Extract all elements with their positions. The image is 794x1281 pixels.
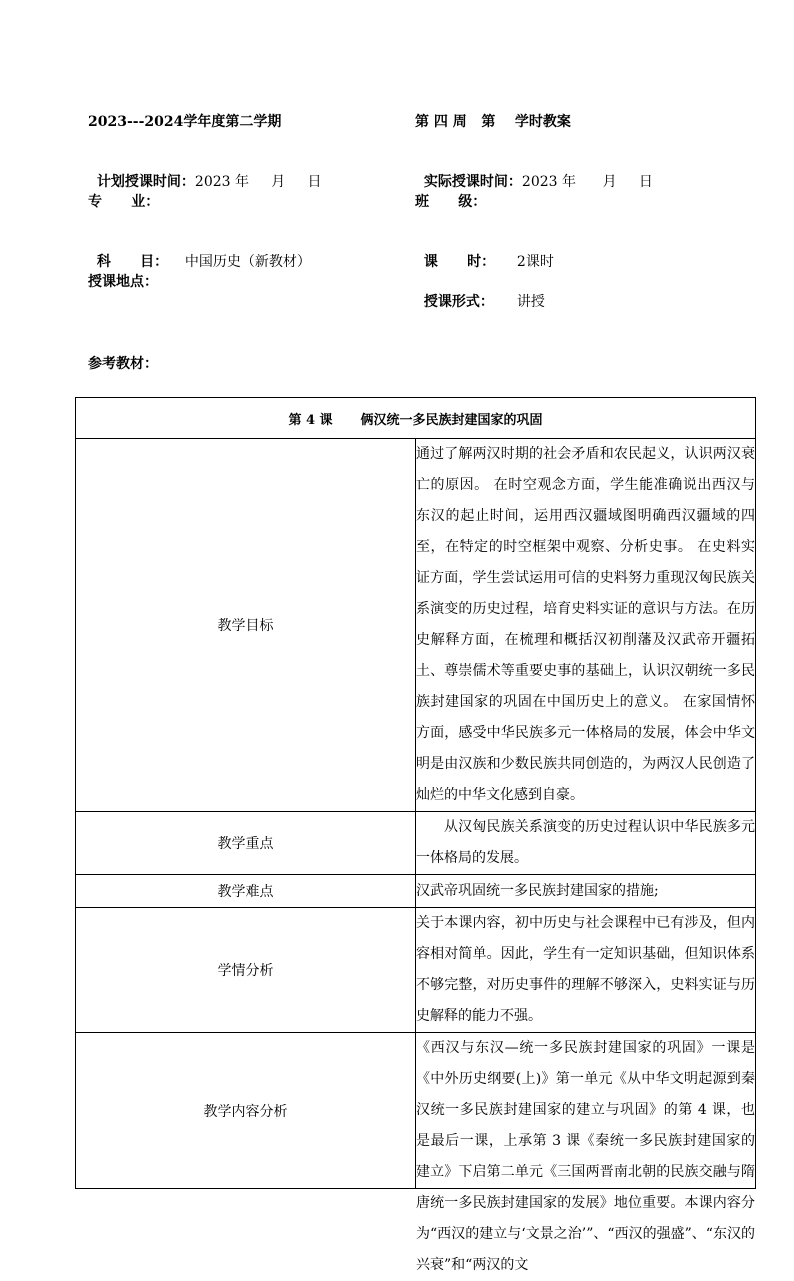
actual-time-row bbox=[415, 152, 653, 192]
reference-label: 参考教材： bbox=[88, 356, 158, 372]
table-row bbox=[76, 812, 756, 875]
plan-time-label: 计划授课时间： bbox=[96, 174, 195, 190]
subject-value: 中国历史（新教材） bbox=[184, 254, 311, 270]
subject-label: 科 目： bbox=[96, 254, 169, 270]
row-content: 《西汉与东汉—统一多民族封建国家的巩固》一课是《中外历史纲要(上)》第一单元《从中华文明起源到秦汉统一多民族封建国家的建立与巩固》的第 4 课，也是最后一课，上承第 3 课《秦统一多民族封建国家的建立》下启第二单元《三国两晋南北朝的民族交融与隋唐统一多民族封建国家的发展》地位重要。本课内容分为“西汉的建立与‘文景之治’”、“西汉的强盛”、“东汉的兴衰”和“两汉的文 bbox=[416, 1040, 755, 1273]
table-row bbox=[76, 908, 756, 1033]
table-header-row bbox=[76, 398, 756, 439]
plan-time-value: 2023 年 月 日 bbox=[194, 174, 322, 190]
row-content: 关于本课内容，初中历史与社会课程中已有涉及，但内容相对简单。因此，学生有一定知识基础，但知识体系不够完整，对历史事件的理解不够深入，史料实证与历史解释的能力不强。 bbox=[416, 908, 756, 1033]
table-row bbox=[76, 439, 756, 812]
hours-row bbox=[415, 232, 554, 272]
lesson-title: 俩汉统一多民族封建国家的巩固 bbox=[360, 412, 543, 428]
row-label: 教学难点 bbox=[76, 875, 416, 908]
form-label: 授课形式： bbox=[423, 294, 494, 310]
row-content: 通过了解两汉时期的社会矛盾和农民起义，认识两汉衰亡的原因。 在时空观念方面，学生能准确说出西汉与东汉的起止时间，运用西汉疆域图明确西汉疆域的四至，在特定的时空框架中观察、分析史事。 在史料实证方面，学生尝试运用可信的史料努力重现汉匈民族关系演变的历史过程，培育史料实证的意识与方法。在历史解释方面，在梳理和概括汉初削藩及汉武帝开疆拓土、尊崇儒术等重要史事的基础上，认识汉朝统一多民族封建国家的巩固在中国历史上的意义。 在家国情怀方面，感受中华民族多元一体格局的发展，体会中华文明是由汉族和少数民族共同创造的，为两汉人民创造了灿烂的中华文化感到自豪。 bbox=[416, 439, 756, 812]
lesson-number: 第 4 课 bbox=[288, 412, 333, 428]
subject-row bbox=[88, 232, 311, 272]
term-title: 2023---2024学年度第二学期 bbox=[88, 114, 282, 130]
table-row bbox=[76, 1033, 756, 1189]
form-row bbox=[415, 272, 545, 312]
class-label: 班 级： bbox=[415, 194, 487, 210]
row-label: 教学目标 bbox=[76, 439, 416, 812]
actual-time-label: 实际授课时间： bbox=[423, 174, 522, 190]
row-label: 学情分析 bbox=[76, 908, 416, 1033]
row-label: 教学内容分析 bbox=[76, 1033, 416, 1189]
row-content: 从汉匈民族关系演变的历史过程认识中华民族多元一体格局的发展。 bbox=[416, 812, 756, 875]
row-content: 汉武帝巩固统一多民族封建国家的措施; bbox=[416, 875, 756, 908]
table-row bbox=[76, 875, 756, 908]
form-value: 讲授 bbox=[516, 294, 545, 310]
actual-time-value: 2023 年 月 日 bbox=[521, 174, 653, 190]
major-label: 专 业： bbox=[88, 194, 160, 210]
week-info: 第 四 周 第 学时教案 bbox=[415, 114, 571, 130]
plan-time-row bbox=[88, 152, 322, 192]
row-content-cell bbox=[416, 1033, 756, 1273]
hours-value: 2课时 bbox=[516, 254, 554, 270]
lesson-plan-table bbox=[75, 397, 756, 1273]
lesson-heading bbox=[76, 398, 756, 439]
place-label: 授课地点： bbox=[88, 274, 158, 290]
row-label: 教学重点 bbox=[76, 812, 416, 875]
hours-label: 课 时： bbox=[423, 254, 496, 270]
